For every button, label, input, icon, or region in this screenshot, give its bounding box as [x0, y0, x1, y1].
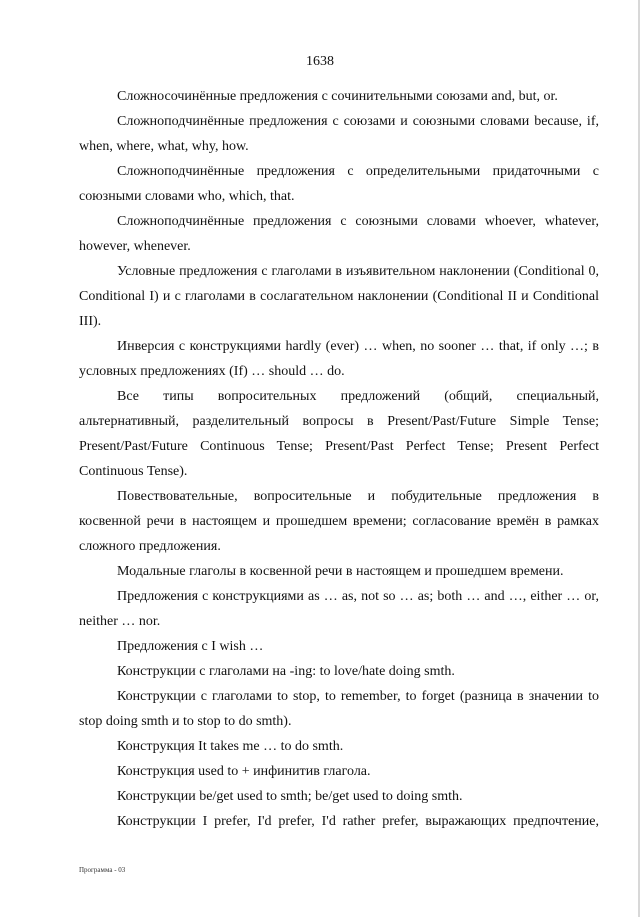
paragraph: Конструкции с глаголами на -ing: to love/hate doing smth. — [117, 664, 455, 679]
paragraph: Конструкции I prefer, I'd prefer, I'd rather prefer, выражающих предпочтение, — [117, 814, 599, 829]
body-text — [79, 84, 599, 834]
paragraph: Модальные глаголы в косвенной речи в настоящем и прошедшем времени. — [117, 564, 564, 579]
footer-label: Программа - 03 — [79, 866, 126, 874]
paragraph: Сложноподчинённые предложения с союзами и союзными словами because, if, when, where, what, why, how. — [79, 114, 599, 154]
paragraph: Инверсия с конструкциями hardly (ever) … when, no sooner … that, if only …; в условных предложениях (If) … should … do. — [79, 339, 599, 379]
paragraph: Конструкция It takes me … to do smth. — [117, 739, 344, 754]
paragraph: Условные предложения с глаголами в изъявительном наклонении (Conditional 0, Conditional I) и с глаголами в сослагательном наклонении (Conditional II и Conditional III). — [79, 264, 599, 329]
paragraph: Сложносочинённые предложения с сочинительными союзами and, but, or. — [117, 89, 558, 104]
paragraph: Конструкции be/get used to smth; be/get used to doing smth. — [117, 789, 463, 804]
paragraph: Конструкции с глаголами to stop, to remember, to forget (разница в значении to stop doing smth и to stop to do smth). — [79, 689, 599, 729]
paragraph: Предложения с I wish … — [117, 639, 264, 654]
paragraph: Сложноподчинённые предложения с определительными придаточными с союзными словами who, which, that. — [79, 164, 599, 204]
paragraph: Все типы вопросительных предложений (общий, специальный, альтернативный, разделительный вопросы в Present/Past/Future Simple Tense; Present/Past/Future Continuous Tense; Present/Past Perfect Tense; Present Perfect Continuous Tense). — [79, 389, 599, 479]
paragraph: Повествовательные, вопросительные и побудительные предложения в косвенной речи в настоящем и прошедшем времени; согласование времён в рамках сложного предложения. — [79, 489, 599, 554]
page-number: 1638 — [306, 54, 334, 69]
paragraph: Предложения с конструкциями as … as, not so … as; both … and …, either … or, neither … nor. — [79, 589, 599, 629]
paragraph: Сложноподчинённые предложения с союзными словами whoever, whatever, however, whenever. — [79, 214, 599, 254]
paragraph: Конструкция used to + инфинитив глагола. — [117, 764, 371, 779]
